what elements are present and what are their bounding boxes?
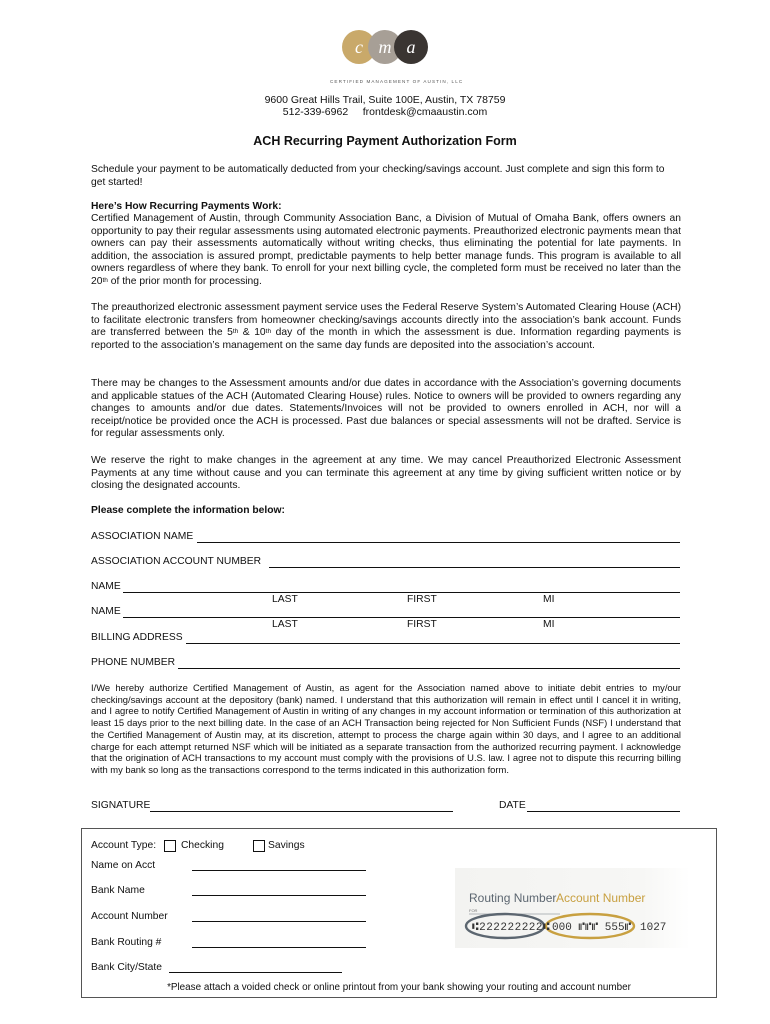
bank-name-label: Bank Name — [91, 885, 145, 896]
name-field-2[interactable] — [123, 617, 680, 618]
check-routing-digits: ⑆222222222⑆ — [472, 922, 551, 934]
name-on-acct-label: Name on Acct — [91, 860, 156, 871]
logo-company-name: CERTIFIED MANAGEMENT OF AUSTIN, LLC — [330, 79, 464, 84]
check-for-label: FOR — [469, 908, 478, 913]
ach-text-c: day of the month in which the assessment is due. Information regarding payments is reported to the association’s management on the same day funds are deposited into the association’s account. — [91, 327, 681, 351]
name-2-last: LAST — [272, 619, 298, 630]
check-routing-label: Routing Number — [469, 891, 557, 905]
how-heading: Here’s How Recurring Payments Work: — [91, 201, 282, 212]
ach-sup-1: th — [232, 328, 239, 336]
checking-label: Checking — [181, 840, 224, 851]
reserve-paragraph: We reserve the right to make changes in the agreement at any time. We may cancel Preauthorized Electronic Assessment Payments at any time without cause and you can terminate this agreement at any time by giving sufficient written notice or by closing the designated accounts. — [91, 455, 681, 492]
bank-routing-label: Bank Routing # — [91, 937, 162, 948]
bank-city-state-field[interactable] — [169, 972, 342, 973]
phone-number-label: PHONE NUMBER — [91, 657, 176, 668]
check-number-digits: 1027 — [640, 922, 667, 934]
signature-field[interactable] — [150, 811, 453, 812]
form-title: ACH Recurring Payment Authorization Form — [253, 134, 517, 148]
bank-name-field[interactable] — [192, 895, 366, 896]
header-phone: 512-339-6962 — [282, 106, 349, 118]
name-2-mi: MI — [543, 619, 555, 630]
authorization-paragraph: I/We hereby authorize Certified Management of Austin, as agent for the Association named above to initiate debit entries to my/our checking/savings account at the depository (bank) named. I understand that this authorization will remain in effect until I cancel it in writing, and I agree to notify Certified Management of Austin in writing of any changes in my account information or termination of this authorization at least 15 days prior to the next billing date. In the case of an ACH Transaction being rejected for Non Sufficient Funds (NSF) I understand that the Certified Management of Austin may, at its discretion, attempt to process the charge again within 30 days, and I agree to an additional charge for each attempt returned NSF which will be initiated as a separate transaction from the authorized recurring payment. I acknowledge that the origination of ACH transactions to my account must comply with the provisions of U.S. law. I agree not to dispute this recurring billing with my bank so long as the transactions correspond to the terms indicated in this authorization form. — [91, 682, 681, 775]
header-address: 9600 Great Hills Trail, Suite 100E, Austin, TX 78759 — [264, 94, 506, 106]
logo-letter-c: c — [355, 37, 363, 57]
phone-number-field[interactable] — [178, 668, 680, 669]
voided-check-footnote: *Please attach a voided check or online printout from your bank showing your routing and account number — [167, 982, 631, 993]
changes-paragraph: There may be changes to the Assessment amounts and/or due dates in accordance with the Association’s governing documents and applicable statues of the ACH (Automated Clearing House) rules. Notice to owners will be provided to owners regarding any changes to amounts and/or due dates. Statements/Invoices will not be provided to owners enrolled in ACH, nor will a receipt/notice be provided once the ACH is processed. Past due balances or special assessments will not be drafted. Service is for regular assessments only. — [91, 378, 681, 440]
name-1-first: FIRST — [407, 594, 437, 605]
ach-paragraph — [91, 302, 681, 352]
bank-city-state-label: Bank City/State — [91, 962, 162, 973]
billing-address-label: BILLING ADDRESS — [91, 632, 183, 643]
name-label-2: NAME — [91, 606, 121, 617]
savings-label: Savings — [268, 840, 305, 851]
date-label: DATE — [499, 800, 526, 811]
association-account-field[interactable] — [269, 567, 680, 568]
check-sample-svg — [455, 868, 690, 948]
account-type-label: Account Type: — [91, 840, 157, 851]
how-text: Certified Management of Austin, through Community Association Banc, a Division of Mutual of Omaha Bank, offers owners an opportunity to pay their regular assessments using automated electronic payments. Preauthorized electronic payments mean that owners can pay their assessments automatically without writing checks, thus eliminating the potential for late payments. In addition, the association is assured prompt, predictable payments to help better manage funds. This program is available to all owners regardless of where they bank. To enroll for your next billing cycle, the completed form must be received no later than the 20 — [91, 213, 681, 287]
association-name-field[interactable] — [197, 542, 680, 543]
ach-text-b: & 10 — [238, 327, 266, 339]
name-2-first: FIRST — [407, 619, 437, 630]
intro-paragraph: Schedule your payment to be automatically deducted from your checking/savings account. Just complete and sign this form to get started! — [91, 164, 665, 188]
check-account-digits: 000 ⑈⑈⑈ 555⑈ — [552, 922, 632, 934]
how-paragraph — [91, 213, 681, 289]
account-number-field[interactable] — [192, 921, 366, 922]
ach-sup-2: th — [265, 328, 272, 336]
check-account-label: Account Number — [556, 891, 646, 905]
signature-label: SIGNATURE — [91, 800, 151, 811]
how-text-end: of the prior month for processing. — [107, 275, 262, 287]
association-account-label: ASSOCIATION ACCOUNT NUMBER — [91, 556, 262, 567]
company-logo — [330, 22, 464, 88]
ach-text: The preauthorized electronic assessment payment service uses the Federal Reserve System’s Automated Clearing House (ACH) to facilitate electronic transfers from homeowner checking/savings accounts directly into the association’s bank account. Funds are transferred between the 5 — [91, 302, 681, 339]
name-1-last: LAST — [272, 594, 298, 605]
name-field-1[interactable] — [123, 592, 680, 593]
logo-letter-m: m — [378, 37, 392, 57]
header-contact — [0, 106, 770, 118]
complete-heading: Please complete the information below: — [91, 505, 285, 516]
logo-letter-a: a — [406, 37, 416, 57]
account-number-label: Account Number — [91, 911, 168, 922]
logo-circles — [330, 22, 440, 72]
bank-routing-field[interactable] — [192, 947, 366, 948]
checking-checkbox[interactable] — [164, 840, 176, 852]
check-sample-image — [455, 868, 690, 948]
name-label-1: NAME — [91, 581, 121, 592]
name-1-mi: MI — [543, 594, 555, 605]
how-sup: th — [102, 276, 108, 284]
date-field[interactable] — [527, 811, 680, 812]
association-name-label: ASSOCIATION NAME — [91, 531, 194, 542]
name-on-acct-field[interactable] — [192, 870, 366, 871]
billing-address-field[interactable] — [186, 643, 680, 644]
savings-checkbox[interactable] — [253, 840, 265, 852]
header-email: frontdesk@cmaaustin.com — [362, 106, 488, 118]
